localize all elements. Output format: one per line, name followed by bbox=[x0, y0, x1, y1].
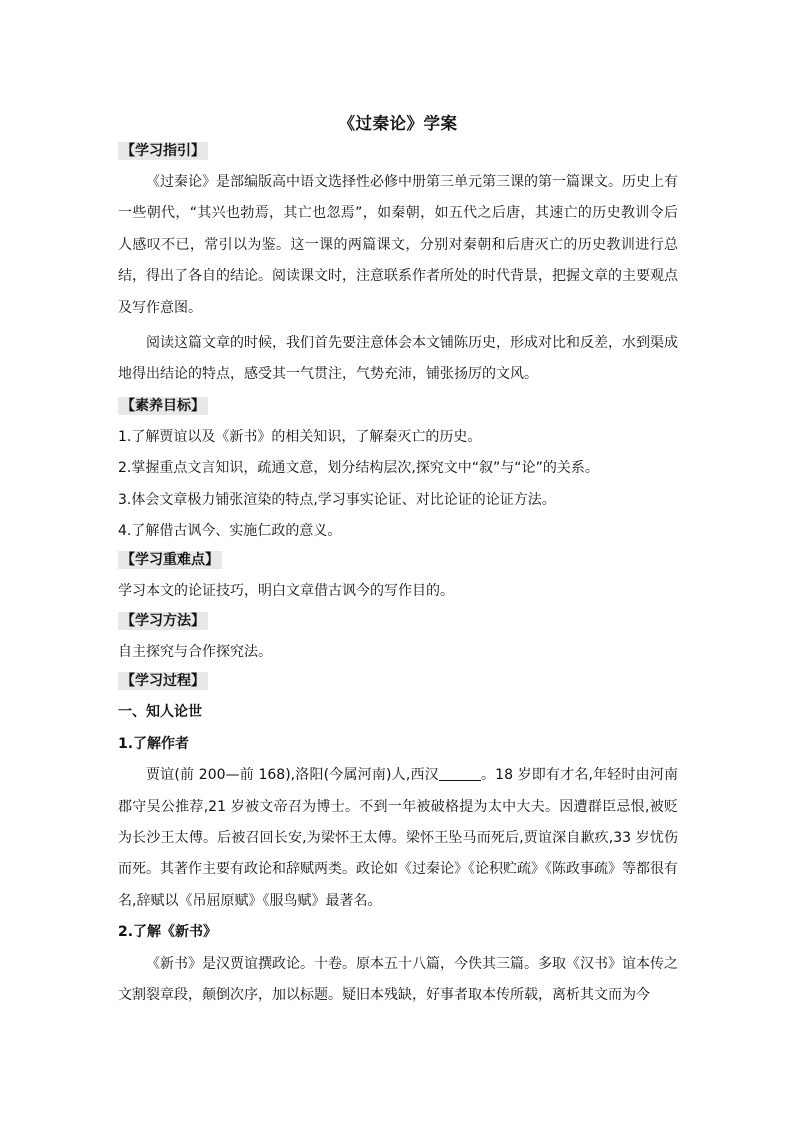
section-heading-process: 【学习过程】 bbox=[118, 670, 678, 693]
guide-paragraph-1: 《过秦论》是部编版高中语文选择性必修中册第三单元第三课的第一篇课文。历史上有一些朝代，“其兴也勃焉，其亡也忽焉”，如秦朝，如五代之后唐，其速亡的历史教训令后人感叹不已，常引以为鉴。这一课的两篇课文，分别对秦朝和后唐灭亡的历史教训进行总结，得出了各自的结论。阅读课文时，注意联系作者所处的时代背景，把握文章的主要观点及写作意图。 bbox=[118, 174, 678, 316]
author-paragraph: 贾谊(前 200—前 168),洛阳(今属河南)人,西汉 。18 岁即有才名,年轻时由河南郡守吴公推荐,21 岁被文帝召为博士。不到一年被破格提为太中大夫。因遭群臣忌恨,被贬为长沙王太傅。后被召回长安,为梁怀王太傅。梁怀王坠马而死后,贾谊深自歉疚,33 岁忧伤而死。其著作主要有政论和辞赋两类。政论如《过秦论》《论积贮疏》《陈政事疏》等都很有名,辞赋以《吊屈原赋》《服鸟赋》最著名。 bbox=[118, 767, 679, 909]
section-heading-guide: 【学习指引】 bbox=[118, 140, 678, 163]
sub-heading-author: 1.了解作者 bbox=[118, 735, 190, 752]
xinshu-paragraph: 《新书》是汉贾谊撰政论。十卷。原本五十八篇，今佚其三篇。多取《汉书》谊本传之文割裂章段，颠倒次序，加以标题。疑旧本残缺，好事者取本传所载，离析其文而为今 bbox=[118, 955, 678, 1003]
section-heading-method: 【学习方法】 bbox=[118, 610, 678, 633]
fill-blank[interactable] bbox=[439, 766, 481, 781]
goal-item-4: 4.了解借古讽今、实施仁政的意义。 bbox=[118, 523, 342, 540]
section-heading-goals: 【素养目标】 bbox=[118, 395, 678, 418]
document-page bbox=[118, 96, 678, 1011]
goal-item-1: 1.了解贾谊以及《新书》的相关知识，了解秦灭亡的历史。 bbox=[118, 428, 482, 445]
guide-paragraph-2: 阅读这篇文章的时候，我们首先要注意体会本文铺陈历史，形成对比和反差，水到渠成地得出结论的特点，感受其一气贯注，气势充沛，铺张扬厉的文风。 bbox=[118, 335, 678, 383]
goal-item-2: 2.掌握重点文言知识，疏通文意，划分结构层次,探究文中“叙”与“论”的关系。 bbox=[118, 460, 599, 477]
goal-item-3: 3.体会文章极力铺张渲染的特点,学习事实论证、对比论证的论证方法。 bbox=[118, 491, 556, 508]
part-heading-1: 一、知人论世 bbox=[118, 704, 202, 721]
section-heading-keypoints: 【学习重难点】 bbox=[118, 549, 678, 572]
method-text: 自主探究与合作探究法。 bbox=[118, 643, 272, 660]
keypoints-text: 学习本文的论证技巧，明白文章借古讽今的写作目的。 bbox=[118, 583, 454, 600]
sub-heading-xinshu: 2.了解《新书》 bbox=[118, 924, 218, 941]
page-title: 《过秦论》学案 bbox=[338, 114, 458, 133]
